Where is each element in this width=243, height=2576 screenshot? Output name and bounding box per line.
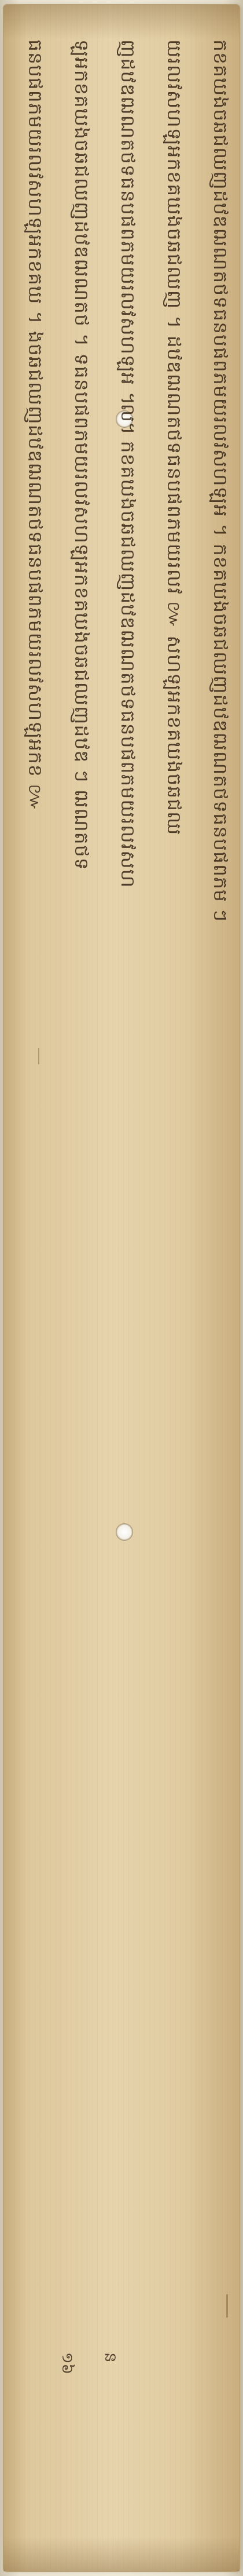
palm-leaf <box>3 5 240 2571</box>
text-line-3: ញដឋឌឍណតថទធនបផពភមយរលវសហឡអ ៘ កខគឃងចឆជឈញដឋឌឍណតថទធនបផពភមយរលវសហ <box>117 39 139 888</box>
margin-mark: ន <box>101 2352 120 2363</box>
top-edge-stain <box>3 5 240 39</box>
scratch-mark <box>226 2294 228 2317</box>
text-line-4: ឡអកខគឃងចឆជឈញដឋឌឍណតថ ។ ទធនបផពភមយរលវសហឡអកខគឃងចឆជឈញដឋឌ ៗ ឍណតថទ <box>71 39 93 871</box>
text-line-1: កខគឃងចឆជឈញដឋឌឍណតថទធនបផពភមយរលវសហឡអ ។ កខគឃងចឆជឈញដឋឌឍណតថទធនបផពភម ៗ <box>209 39 232 922</box>
text-line-5: ធនបផពភមយរលវសហឡអកខគឃ ។ ងចឆជឈញដឋឌឍណតថទធនបផពភមយរលវសហឡអកខ ៚ <box>24 39 47 812</box>
scratch-mark <box>38 1048 39 1064</box>
text-line-2: យរលវសហឡអកខគឃងចឆជឈញ ។ ដឋឌឍណតថទធនបផពភមយរលវ ៚ សហឡអកខគឃងចឆជឈ <box>163 39 186 836</box>
bottom-edge-stain <box>3 2537 240 2571</box>
page-number: ១៦ <box>58 2352 76 2375</box>
